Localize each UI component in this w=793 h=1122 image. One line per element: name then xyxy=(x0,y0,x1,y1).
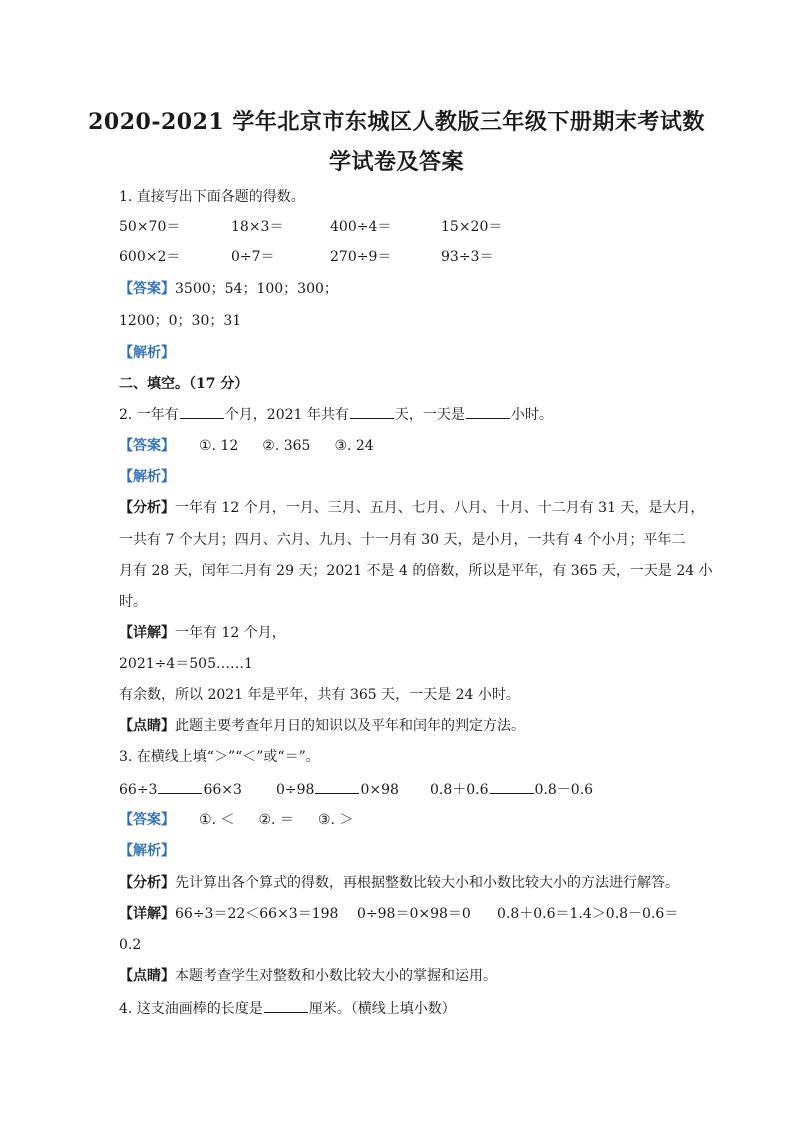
q3-answer-2: ②. ＝ xyxy=(258,812,294,828)
q2-xiangjie-line-1 xyxy=(119,623,286,643)
q2-fenxi-line-2: 一共有 7 个大月；四月、六月、九月、十一月有 30 天，是小月，一共有 4 个小月；平年二 xyxy=(119,532,686,548)
q1-item: 0÷7＝ xyxy=(231,249,275,265)
q4-stem-part: 厘米。（横线上填小数） xyxy=(308,1001,456,1017)
q1-item: 50×70＝ xyxy=(119,219,181,235)
xiangjie-tag: 【详解】 xyxy=(119,906,175,922)
q1-item: 400÷4＝ xyxy=(330,219,392,235)
q2-dianjing xyxy=(119,716,525,736)
q3-xiangjie-a: 66÷3＝22＜66×3＝198 xyxy=(175,906,339,922)
q3-expression-1: 66÷3 66×3 xyxy=(119,779,242,800)
q2-stem-part: 天，一天是 xyxy=(394,407,465,423)
q2-fenxi-line-3: 月有 28 天，闰年二月有 29 天；2021 不是 4 的倍数，所以是平年，有 365 天，一天是 24 小 xyxy=(119,563,713,579)
q2-stem-part: 小时。 xyxy=(510,407,553,423)
answer-blank xyxy=(350,404,394,419)
answer-tag: 【答案】 xyxy=(119,281,175,297)
q3-fenxi-text: 先计算出各个算式的得数，再根据整数比较大小和小数比较大小的方法进行解答。 xyxy=(175,875,679,891)
q1-stem: 1. 直接写出下面各题的得数。 xyxy=(119,189,305,205)
q3-fenxi xyxy=(119,873,679,893)
answer-tag: 【答案】 xyxy=(119,438,175,454)
q1-item: 93÷3＝ xyxy=(441,249,494,265)
q3-dianjing-text: 本题考查学生对整数和小数比较大小的掌握和运用。 xyxy=(175,968,497,984)
q2-fenxi-line-1 xyxy=(119,498,704,518)
q3-xiangjie-c2: 0.2 xyxy=(119,937,142,953)
q2-stem-part: 个月，2021 年共有 xyxy=(224,407,349,423)
q2-answer-2: ②. 365 xyxy=(262,438,311,454)
q4-stem xyxy=(119,998,456,1019)
q1-item: 600×2＝ xyxy=(119,249,181,265)
q1-answer-line-1: 3500；54；100；300； xyxy=(175,281,338,297)
fenxi-tag: 【分析】 xyxy=(119,875,175,891)
q2-xiangjie-line-3: 有余数，所以 2021 年是平年，共有 365 天，一天是 24 小时。 xyxy=(119,687,520,703)
q2-answer-3: ③. 24 xyxy=(334,438,374,454)
q2-stem xyxy=(119,404,553,425)
q3-answer-1: ①. ＜ xyxy=(199,812,235,828)
q3-answer xyxy=(119,810,353,830)
q2-xiangjie-line-2: 2021÷4＝505……1 xyxy=(119,656,253,672)
q3-xiangjie-c: 0.8＋0.6＝1.4＞0.8－0.6＝ xyxy=(497,906,679,922)
fenxi-tag: 【分析】 xyxy=(119,500,175,516)
q1-answer-line-2: 1200；0；30；31 xyxy=(119,313,242,329)
dianjing-tag: 【点睛】 xyxy=(119,718,175,734)
q3-expression-2: 0÷98 0×98 xyxy=(276,779,399,800)
q4-stem-part: 4. 这支油画棒的长度是 xyxy=(119,1001,263,1017)
q1-item: 270÷9＝ xyxy=(330,249,392,265)
q3-stem: 3. 在横线上填“＞”“＜”或“＝”。 xyxy=(119,749,320,765)
q2-fenxi-text: 一年有 12 个月，一月、三月、五月、七月、八月、十月、十二月有 31 天，是大月， xyxy=(175,500,705,516)
q1-answer xyxy=(119,279,338,299)
q3-expression-3: 0.8＋0.6 0.8－0.6 xyxy=(430,779,593,800)
q3-dianjing xyxy=(119,966,497,986)
q1-item: 18×3＝ xyxy=(231,219,284,235)
title-line-2: 学试卷及答案 xyxy=(328,149,464,175)
q3-xiangjie-b: 0÷98＝0×98＝0 xyxy=(357,906,471,922)
q1-analysis-tag: 【解析】 xyxy=(119,345,175,361)
q2-stem-part: 2. 一年有 xyxy=(119,407,179,423)
q2-fenxi-line-4: 时。 xyxy=(119,594,147,610)
q3-answer-3: ③. ＞ xyxy=(317,812,354,828)
q2-dianjing-text: 此题主要考查年月日的知识以及平年和闰年的判定方法。 xyxy=(175,718,525,734)
answer-blank xyxy=(466,404,510,419)
title-line-1: 2020-2021 学年北京市东城区人教版三年级下册期末考试数 xyxy=(88,109,705,135)
q2-analysis-tag: 【解析】 xyxy=(119,469,175,485)
xiangjie-tag: 【详解】 xyxy=(119,625,175,641)
dianjing-tag: 【点睛】 xyxy=(119,968,175,984)
q2-xiangjie-text: 一年有 12 个月， xyxy=(175,625,286,641)
q1-item: 15×20＝ xyxy=(441,219,503,235)
section-2-heading: 二、填空。（17 分） xyxy=(119,376,249,392)
answer-blank xyxy=(264,998,308,1013)
answer-tag: 【答案】 xyxy=(119,812,175,828)
answer-blank xyxy=(180,404,224,419)
q2-answer-1: ①. 12 xyxy=(199,438,239,454)
q2-answer xyxy=(119,436,374,456)
q3-analysis-tag: 【解析】 xyxy=(119,843,175,859)
